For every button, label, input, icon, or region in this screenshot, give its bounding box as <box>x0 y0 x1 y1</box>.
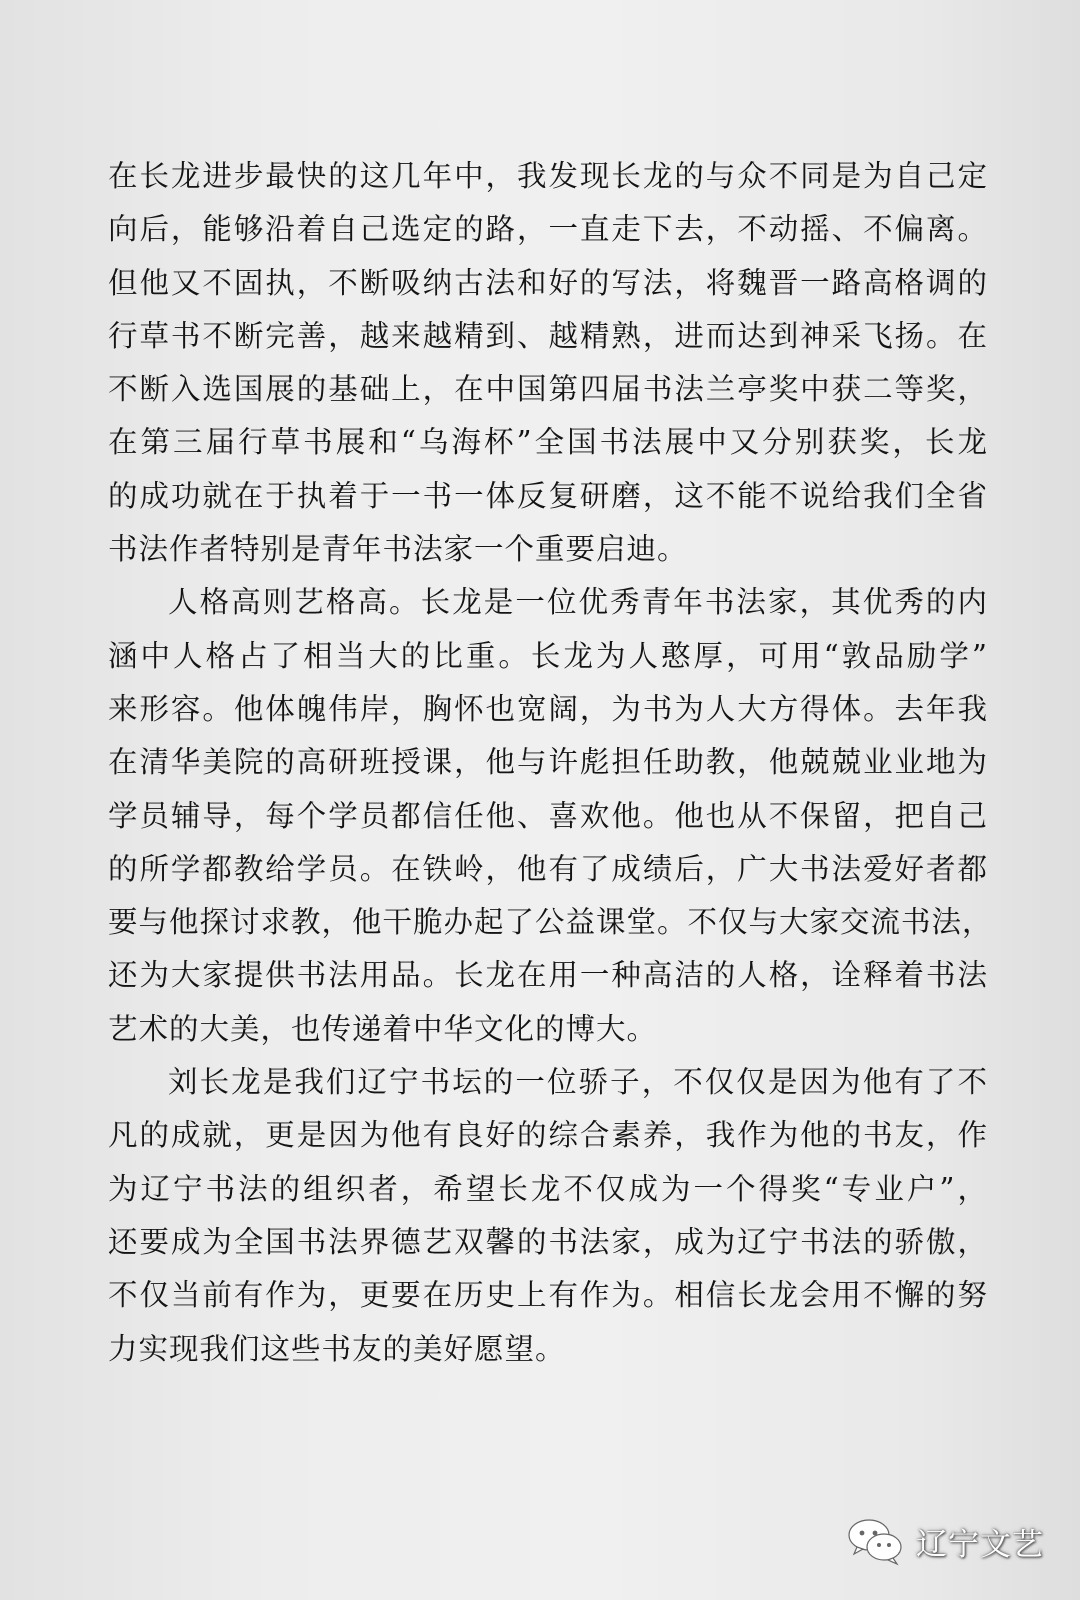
text-line: 要与他探讨求教，他干脆办起了公益课堂。不仅与大家交流书法， <box>108 905 993 940</box>
text-line: 向后，能够沿着自己选定的路，一直走下去，不动摇、不偏离。 <box>108 212 988 247</box>
text-line: 还为大家提供书法用品。长龙在用一种高洁的人格，诠释着书法 <box>108 958 988 993</box>
text-line: 为辽宁书法的组织者，希望长龙不仅成为一个得奖“专业户”， <box>108 1171 988 1206</box>
watermark-label: 辽宁文艺 <box>916 1526 1044 1563</box>
text-line: 力实现我们这些书友的美好愿望。 <box>108 1331 566 1366</box>
text-line: 的所学都教给学员。在铁岭，他有了成绩后，广大书法爱好者都 <box>108 851 988 886</box>
text-line: 不仅当前有作为，更要在历史上有作为。相信长龙会用不懈的努 <box>108 1278 988 1313</box>
paragraph-start-line: 刘长龙是我们辽宁书坛的一位骄子，不仅仅是因为他有了不 <box>168 1065 988 1100</box>
text-line: 在清华美院的高研班授课，他与许彪担任助教，他兢兢业业地为 <box>108 745 988 780</box>
article-body <box>108 150 993 1376</box>
text-line: 艺术的大美，也传递着中华文化的博大。 <box>108 1011 658 1046</box>
text-line: 书法作者特别是青年书法家一个重要启迪。 <box>108 532 688 567</box>
wechat-icon <box>846 1516 904 1566</box>
text-line: 在第三届行草书展和“乌海杯”全国书法展中又分别获奖，长龙 <box>108 425 988 460</box>
text-line: 但他又不固执，不断吸纳古法和好的写法，将魏晋一路高格调的 <box>108 265 988 300</box>
text-line: 在长龙进步最快的这几年中，我发现长龙的与众不同是为自己定 <box>108 159 988 193</box>
paragraph-start-line: 人格高则艺格高。长龙是一位优秀青年书法家，其优秀的内 <box>168 585 988 620</box>
watermark <box>846 1516 1044 1566</box>
text-line: 学员辅导，每个学员都信任他、喜欢他。他也从不保留，把自己 <box>108 798 988 833</box>
text-line: 凡的成就，更是因为他有良好的综合素养，我作为他的书友，作 <box>108 1118 988 1153</box>
text-line: 的成功就在于执着于一书一体反复研磨，这不能不说给我们全省 <box>108 478 988 513</box>
text-line: 涵中人格占了相当大的比重。长龙为人憨厚，可用“敦品励学” <box>108 638 988 673</box>
text-line: 行草书不断完善，越来越精到、越精熟，进而达到神采飞扬。在 <box>108 318 988 353</box>
text-line: 来形容。他体魄伟岸，胸怀也宽阔，为书为人大方得体。去年我 <box>108 691 988 726</box>
text-line: 还要成为全国书法界德艺双馨的书法家，成为辽宁书法的骄傲， <box>108 1224 988 1259</box>
text-line: 不断入选国展的基础上，在中国第四届书法兰亭奖中获二等奖， <box>108 372 988 407</box>
